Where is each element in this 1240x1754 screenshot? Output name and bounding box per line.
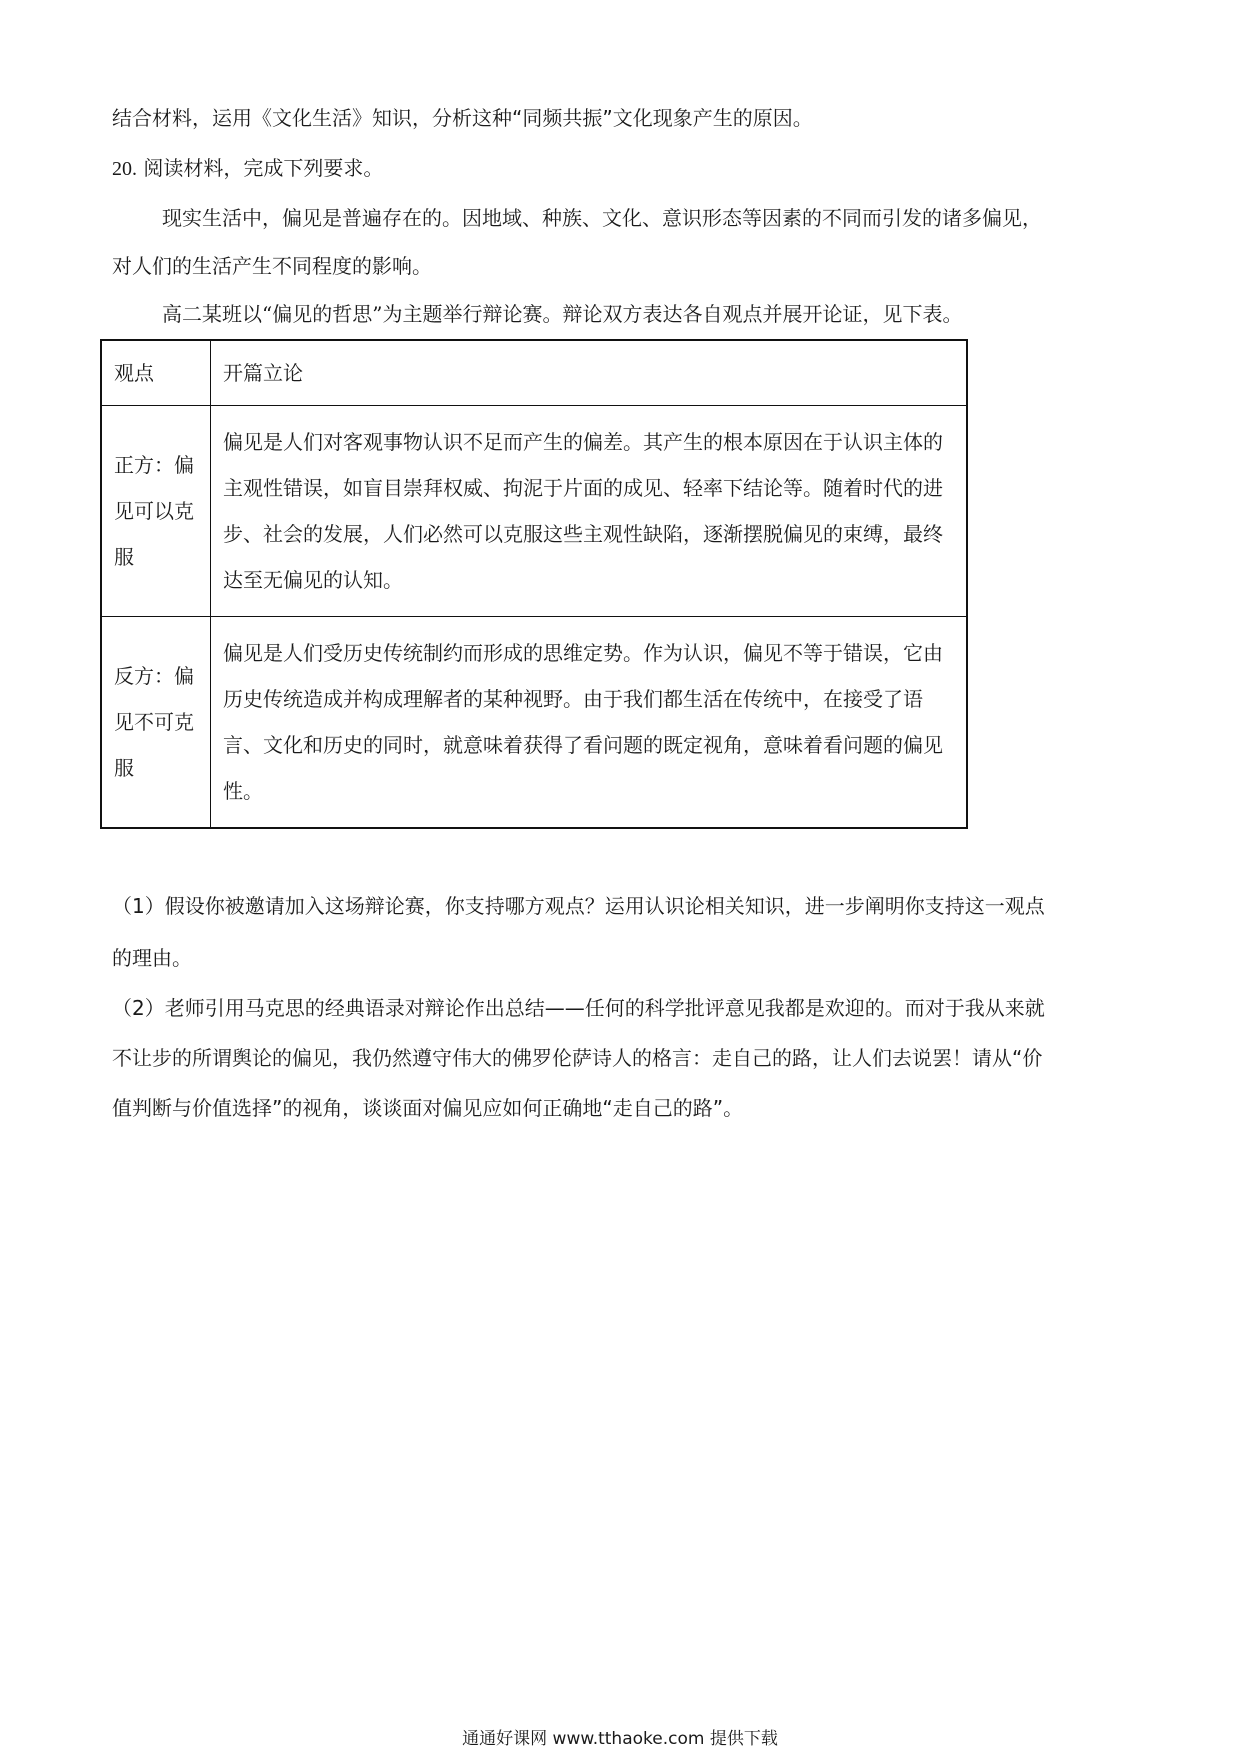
- material-paragraph-2: 高二某班以“偏见的哲思”为主题举行辩论赛。辩论双方表达各自观点并展开论证，见下表。: [162, 302, 963, 326]
- affirmative-argument-cell: [211, 406, 968, 617]
- question-number: 20.: [112, 158, 137, 180]
- header-argument: 开篇立论: [211, 340, 968, 406]
- question-20-heading: [112, 154, 383, 183]
- sub-question-2-line-3: 值判断与价值选择”的视角，谈谈面对偏见应如何正确地“走自己的路”。: [112, 1096, 744, 1120]
- material-paragraph-1-line-2: 对人们的生活产生不同程度的影响。: [112, 254, 432, 278]
- negative-side-label: 反方：偏见不可克服: [114, 664, 194, 780]
- sub-question-2-line-2: 不让步的所谓舆论的偏见，我仍然遵守伟大的佛罗伦萨诗人的格言：走自己的路，让人们去说罢！请从“价: [112, 1046, 1043, 1070]
- affirmative-side-cell: [101, 406, 211, 617]
- affirmative-side-label: 正方：偏见可以克服: [114, 453, 194, 569]
- question-prompt: 阅读材料，完成下列要求。: [143, 156, 384, 180]
- table-row: [101, 406, 967, 617]
- affirmative-argument: 偏见是人们对客观事物认识不足而产生的偏差。其产生的根本原因在于认识主体的主观性错误，如盲目崇拜权威、拘泥于片面的成见、轻率下结论等。随着时代的进步、社会的发展，人们必然可以克服这些主观性缺陷，逐渐摆脱偏见的束缚，最终达至无偏见的认知。: [223, 430, 943, 592]
- table-row: [101, 617, 967, 829]
- negative-argument: 偏见是人们受历史传统制约而形成的思维定势。作为认识，偏见不等于错误，它由历史传统造成并构成理解者的某种视野。由于我们都生活在传统中，在接受了语言、文化和历史的同时，就意味着获得了看问题的既定视角，意味着看问题的偏见性。: [223, 641, 943, 803]
- negative-argument-cell: [211, 617, 968, 829]
- sub-question-1-line-1: （1）假设你被邀请加入这场辩论赛，你支持哪方观点？运用认识论相关知识，进一步阐明你支持这一观点: [112, 894, 1045, 918]
- header-viewpoint: 观点: [101, 340, 211, 406]
- page-footer: 通通好课网 www.tthaoke.com 提供下载: [462, 1729, 778, 1749]
- table-header-row: [101, 340, 967, 406]
- previous-question-tail: 结合材料，运用《文化生活》知识，分析这种“同频共振”文化现象产生的原因。: [112, 106, 813, 130]
- material-paragraph-1-line-1: 现实生活中，偏见是普遍存在的。因地域、种族、文化、意识形态等因素的不同而引发的诸多偏见，: [162, 206, 1042, 230]
- debate-table: [100, 339, 968, 829]
- sub-question-2-line-1: （2）老师引用马克思的经典语录对辩论作出总结——任何的科学批评意见我都是欢迎的。而对于我从来就: [112, 996, 1045, 1020]
- sub-question-1-line-2: 的理由。: [112, 946, 192, 970]
- negative-side-cell: [101, 617, 211, 829]
